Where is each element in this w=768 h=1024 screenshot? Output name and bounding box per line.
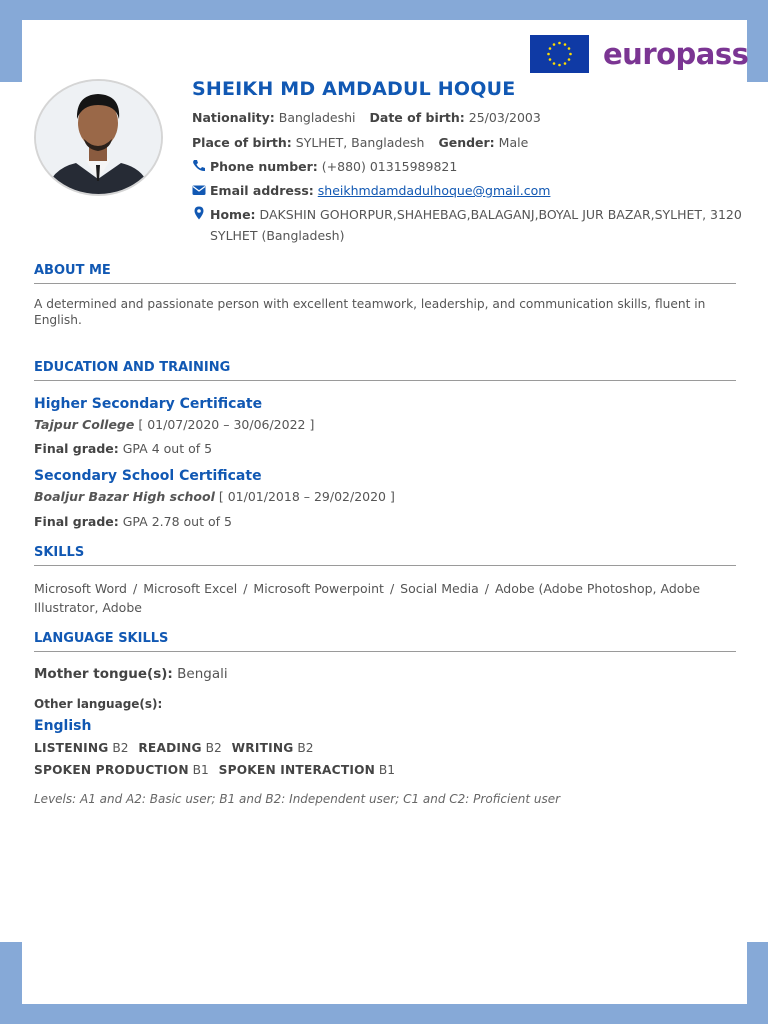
reading-level: B2 — [205, 741, 222, 755]
education-item-title: Higher Secondary Certificate — [34, 396, 263, 412]
skill-item: Microsoft Excel — [143, 581, 238, 596]
education-item-title: Secondary School Certificate — [34, 468, 262, 484]
spoken-interaction-label: SPOKEN INTERACTION — [218, 763, 376, 777]
gender-value: Male — [498, 135, 529, 150]
skill-item: Microsoft Powerpoint — [253, 581, 384, 596]
mother-tongue-value: Bengali — [177, 666, 228, 682]
education-item-institution — [34, 489, 395, 504]
full-name: SHEIKH MD AMDADUL HOQUE — [192, 78, 516, 100]
home-address-line1: DAKSHIN GOHORPUR,SHAHEBAG,BALAGANJ,BOYAL JUR BAZAR,SYLHET, 3120 — [259, 207, 742, 222]
phone-icon — [192, 159, 206, 171]
frame-top-band — [0, 0, 768, 20]
profile-photo — [34, 79, 163, 196]
mother-tongue — [34, 666, 228, 682]
language-name: English — [34, 718, 92, 734]
skill-separator: / — [243, 581, 248, 596]
levels-note: Levels: A1 and A2: Basic user; B1 and B2: Independent user; C1 and C2: Proficient user — [34, 792, 561, 806]
writing-level: B2 — [297, 741, 314, 755]
nationality-dob-line — [192, 110, 541, 125]
gender-label: Gender: — [438, 135, 495, 150]
home-label: Home: — [210, 207, 256, 222]
pob-label: Place of birth: — [192, 135, 292, 150]
education-dates: [ 01/07/2020 – 30/06/2022 ] — [138, 417, 315, 432]
dob-label: Date of birth: — [369, 110, 465, 125]
frame-bottom-band — [0, 1004, 768, 1024]
frame-left-top — [0, 0, 22, 82]
language-section-title: LANGUAGE SKILLS — [34, 631, 736, 652]
writing-label: WRITING — [231, 741, 294, 755]
education-item-institution — [34, 417, 314, 432]
mother-tongue-label: Mother tongue(s): — [34, 666, 173, 682]
dob-value: 25/03/2003 — [468, 110, 541, 125]
eu-flag-icon — [530, 35, 589, 73]
about-section-title: ABOUT ME — [34, 263, 736, 284]
grade-value: GPA 4 out of 5 — [122, 441, 213, 456]
grade-value: GPA 2.78 out of 5 — [122, 514, 232, 529]
location-pin-icon — [192, 206, 206, 218]
education-dates: [ 01/01/2018 – 29/02/2020 ] — [218, 489, 395, 504]
skills-section-title: SKILLS — [34, 545, 736, 566]
listening-label: LISTENING — [34, 741, 109, 755]
institution-name: Tajpur College — [34, 417, 135, 432]
phone-label: Phone number: — [210, 159, 318, 174]
email-line — [192, 183, 550, 198]
other-languages-label: Other language(s): — [34, 697, 163, 711]
grade-label: Final grade: — [34, 514, 119, 529]
reading-label: READING — [138, 741, 202, 755]
nationality-value: Bangladeshi — [278, 110, 356, 125]
language-spoken-row — [34, 763, 395, 777]
envelope-icon — [192, 184, 206, 196]
phone-line — [192, 159, 457, 174]
skill-item: Microsoft Word — [34, 581, 127, 596]
spoken-production-level: B1 — [192, 763, 209, 777]
skill-separator: / — [389, 581, 395, 596]
europass-wordmark: europass — [603, 37, 749, 71]
listening-level: B2 — [112, 741, 129, 755]
skills-list — [34, 579, 734, 617]
pob-value: SYLHET, Bangladesh — [295, 135, 425, 150]
skill-item: Illustrator, Adobe — [34, 600, 142, 615]
birthplace-gender-line — [192, 135, 528, 150]
home-address-line2: SYLHET (Bangladesh) — [210, 228, 345, 243]
spoken-interaction-level: B1 — [378, 763, 396, 777]
skill-item: Adobe (Adobe Photoshop, Adobe — [494, 581, 701, 596]
education-section-title: EDUCATION AND TRAINING — [34, 360, 736, 381]
phone-value: (+880) 01315989821 — [321, 159, 458, 174]
frame-right-top — [747, 0, 768, 82]
europass-logo — [530, 35, 748, 73]
skill-separator: / — [484, 581, 489, 596]
skill-separator: / — [133, 581, 138, 596]
skill-item: Social Media — [400, 581, 479, 596]
about-text: A determined and passionate person with excellent teamwork, leadership, and communication skills, fluent in English. — [34, 297, 706, 327]
home-line — [192, 206, 742, 222]
education-item-grade — [34, 441, 212, 456]
education-item-grade — [34, 514, 232, 529]
spoken-production-label: SPOKEN PRODUCTION — [34, 763, 189, 777]
language-levels-row — [34, 741, 313, 755]
grade-label: Final grade: — [34, 441, 119, 456]
email-label: Email address: — [210, 183, 314, 198]
email-link[interactable]: sheikhmdamdadulhoque@gmail.com — [317, 183, 551, 198]
institution-name: Boaljur Bazar High school — [34, 489, 215, 504]
nationality-label: Nationality: — [192, 110, 275, 125]
